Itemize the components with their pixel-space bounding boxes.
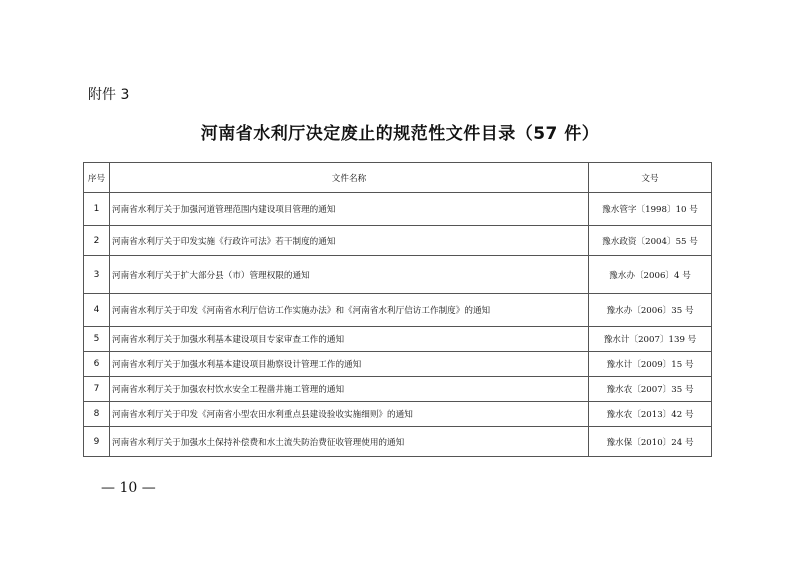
header-doc-number: 文号 [589, 163, 712, 193]
row-doc-number: 豫水保〔2010〕24 号 [589, 427, 712, 457]
table-row [84, 377, 712, 402]
row-file-name: 河南省水利厅关于加强农村饮水安全工程凿井施工管理的通知 [110, 377, 589, 402]
row-doc-number: 豫水计〔2009〕15 号 [589, 352, 712, 377]
row-doc-number: 豫水管字〔1998〕10 号 [589, 193, 712, 226]
row-file-name: 河南省水利厅关于加强水利基本建设项目专家审查工作的通知 [110, 327, 589, 352]
document-title: 河南省水利厅决定废止的规范性文件目录（57 件） [200, 124, 600, 144]
row-serial: 2 [84, 226, 110, 256]
row-doc-number: 豫水办〔2006〕35 号 [589, 294, 712, 327]
table-row [84, 226, 712, 256]
row-file-name: 河南省水利厅关于印发《河南省小型农田水利重点县建设验收实施细则》的通知 [110, 402, 589, 427]
table-row [84, 402, 712, 427]
header-serial: 序号 [84, 163, 110, 193]
row-serial: 9 [84, 427, 110, 457]
row-doc-number: 豫水农〔2007〕35 号 [589, 377, 712, 402]
row-doc-number: 豫水办〔2006〕4 号 [589, 256, 712, 294]
table-header-row [84, 163, 712, 193]
row-serial: 7 [84, 377, 110, 402]
row-file-name: 河南省水利厅关于扩大部分县（市）管理权限的通知 [110, 256, 589, 294]
table-row [84, 193, 712, 226]
row-file-name: 河南省水利厅关于加强水土保持补偿费和水土流失防治费征收管理使用的通知 [110, 427, 589, 457]
row-serial: 1 [84, 193, 110, 226]
row-file-name: 河南省水利厅关于印发《河南省水利厅信访工作实施办法》和《河南省水利厅信访工作制度》的通知 [110, 294, 589, 327]
page-number: — 10 — [101, 480, 156, 496]
row-serial: 8 [84, 402, 110, 427]
row-serial: 6 [84, 352, 110, 377]
row-doc-number: 豫水农〔2013〕42 号 [589, 402, 712, 427]
table-row [84, 427, 712, 457]
row-doc-number: 豫水计〔2007〕139 号 [589, 327, 712, 352]
row-doc-number: 豫水政资〔2004〕55 号 [589, 226, 712, 256]
row-file-name: 河南省水利厅关于加强河道管理范围内建设项目管理的通知 [110, 193, 589, 226]
document-table [83, 162, 712, 457]
table-row [84, 352, 712, 377]
row-serial: 5 [84, 327, 110, 352]
row-file-name: 河南省水利厅关于加强水利基本建设项目勘察设计管理工作的通知 [110, 352, 589, 377]
table-row [84, 294, 712, 327]
row-serial: 4 [84, 294, 110, 327]
row-file-name: 河南省水利厅关于印发实施《行政许可法》若干制度的通知 [110, 226, 589, 256]
row-serial: 3 [84, 256, 110, 294]
table-row [84, 256, 712, 294]
header-file-name: 文件名称 [110, 163, 589, 193]
attachment-label: 附件 3 [88, 87, 130, 103]
table-row [84, 327, 712, 352]
